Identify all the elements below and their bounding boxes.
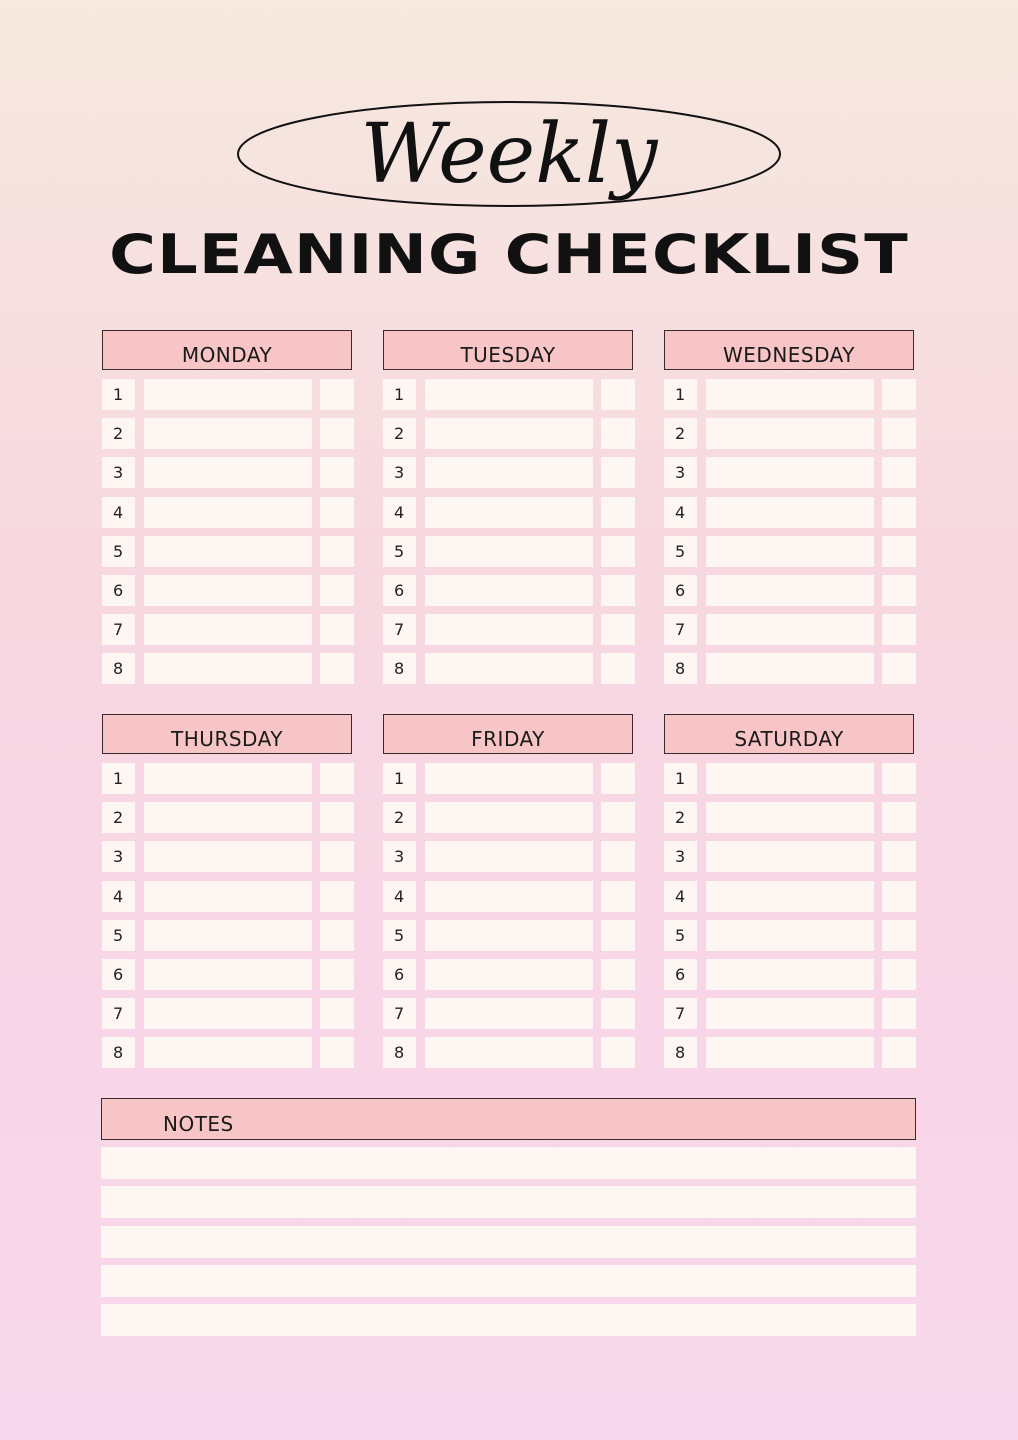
task-checkbox[interactable] [601,457,635,488]
task-field[interactable] [144,653,312,684]
task-row [383,959,635,990]
task-row [664,497,916,528]
task-checkbox[interactable] [320,614,354,645]
task-number: 3 [664,457,697,488]
task-checkbox[interactable] [320,763,354,794]
task-checkbox[interactable] [882,959,916,990]
task-row [383,881,635,912]
task-number: 2 [102,802,135,833]
task-row [102,614,354,645]
task-row [383,418,635,449]
task-row [664,379,916,410]
task-checkbox[interactable] [601,418,635,449]
task-row [664,959,916,990]
task-checkbox[interactable] [601,763,635,794]
task-number: 4 [383,881,416,912]
task-field[interactable] [144,497,312,528]
task-row [102,457,354,488]
task-row [664,1037,916,1068]
task-row [664,575,916,606]
task-number: 6 [102,959,135,990]
task-checkbox[interactable] [320,959,354,990]
task-number: 2 [664,418,697,449]
task-row [664,614,916,645]
task-row [102,653,354,684]
task-number: 2 [383,802,416,833]
day-header: TUESDAY [383,330,633,370]
task-number: 5 [664,920,697,951]
task-checkbox[interactable] [882,653,916,684]
task-checkbox[interactable] [601,497,635,528]
task-number: 2 [102,418,135,449]
task-field[interactable] [706,497,874,528]
task-checkbox[interactable] [882,763,916,794]
task-checkbox[interactable] [882,802,916,833]
task-checkbox[interactable] [601,536,635,567]
task-checkbox[interactable] [601,614,635,645]
task-field[interactable] [144,881,312,912]
task-row [383,457,635,488]
task-row [383,1037,635,1068]
task-number: 6 [664,575,697,606]
task-row [102,802,354,833]
task-number: 5 [383,536,416,567]
task-field[interactable] [706,881,874,912]
task-number: 7 [383,998,416,1029]
task-number: 4 [102,497,135,528]
task-field[interactable] [144,959,312,990]
task-row [664,418,916,449]
task-number: 1 [664,763,697,794]
task-field[interactable] [144,379,312,410]
task-field[interactable] [144,536,312,567]
task-row [383,614,635,645]
task-row [664,920,916,951]
task-checkbox[interactable] [601,575,635,606]
task-number: 4 [664,497,697,528]
task-checkbox[interactable] [320,998,354,1029]
task-field[interactable] [706,379,874,410]
task-row [102,497,354,528]
task-field[interactable] [706,802,874,833]
task-checkbox[interactable] [601,841,635,872]
task-number: 3 [383,841,416,872]
task-checkbox[interactable] [601,653,635,684]
task-number: 2 [664,802,697,833]
task-row [102,418,354,449]
task-row [383,998,635,1029]
task-number: 3 [102,457,135,488]
task-field[interactable] [706,763,874,794]
task-field[interactable] [425,959,593,990]
task-row [102,920,354,951]
task-row [102,959,354,990]
task-row [383,536,635,567]
task-field[interactable] [706,959,874,990]
task-row [664,457,916,488]
task-field[interactable] [425,881,593,912]
task-checkbox[interactable] [882,881,916,912]
task-number: 7 [664,998,697,1029]
task-checkbox[interactable] [882,575,916,606]
task-row [383,379,635,410]
page-header [0,0,1018,300]
task-field[interactable] [144,841,312,872]
task-number: 8 [102,653,135,684]
task-number: 7 [383,614,416,645]
task-checkbox[interactable] [320,575,354,606]
task-number: 5 [102,536,135,567]
task-checkbox[interactable] [320,881,354,912]
task-number: 2 [383,418,416,449]
task-number: 1 [383,763,416,794]
task-field[interactable] [144,920,312,951]
task-checkbox[interactable] [320,841,354,872]
task-number: 1 [383,379,416,410]
task-field[interactable] [425,614,593,645]
task-field[interactable] [425,802,593,833]
task-number: 3 [664,841,697,872]
task-row [102,536,354,567]
task-checkbox[interactable] [601,920,635,951]
task-checkbox[interactable] [601,1037,635,1068]
task-field[interactable] [425,536,593,567]
task-number: 4 [102,881,135,912]
task-row [664,653,916,684]
task-field[interactable] [144,802,312,833]
task-checkbox[interactable] [882,841,916,872]
task-field[interactable] [425,920,593,951]
day-header: WEDNESDAY [664,330,914,370]
task-field[interactable] [425,418,593,449]
task-field[interactable] [706,575,874,606]
task-field[interactable] [144,1037,312,1068]
task-row [383,653,635,684]
task-field[interactable] [706,653,874,684]
note-line[interactable] [101,1265,916,1297]
task-field[interactable] [706,998,874,1029]
task-number: 8 [383,1037,416,1068]
task-field[interactable] [144,614,312,645]
task-checkbox[interactable] [320,802,354,833]
task-row [664,802,916,833]
task-checkbox[interactable] [882,1037,916,1068]
task-row [383,575,635,606]
task-number: 5 [383,920,416,951]
task-checkbox[interactable] [882,497,916,528]
task-number: 4 [664,881,697,912]
note-line[interactable] [101,1186,916,1218]
day-header: FRIDAY [383,714,633,754]
script-title: Weekly [360,107,658,202]
task-field[interactable] [425,497,593,528]
task-field[interactable] [144,457,312,488]
task-number: 6 [383,959,416,990]
day-header: MONDAY [102,330,352,370]
task-checkbox[interactable] [882,379,916,410]
task-field[interactable] [425,998,593,1029]
task-row [664,841,916,872]
day-header: SATURDAY [664,714,914,754]
task-field[interactable] [425,457,593,488]
task-row [102,379,354,410]
task-row [102,1037,354,1068]
task-number: 8 [664,1037,697,1068]
task-number: 4 [383,497,416,528]
task-field[interactable] [706,920,874,951]
task-number: 8 [664,653,697,684]
task-row [383,763,635,794]
task-checkbox[interactable] [320,497,354,528]
task-field[interactable] [706,536,874,567]
task-number: 1 [664,379,697,410]
task-row [102,841,354,872]
task-row [102,763,354,794]
task-checkbox[interactable] [601,802,635,833]
notes-header: NOTES [101,1098,916,1140]
task-field[interactable] [706,841,874,872]
task-checkbox[interactable] [320,653,354,684]
task-field[interactable] [425,653,593,684]
task-number: 1 [102,379,135,410]
task-checkbox[interactable] [320,920,354,951]
task-checkbox[interactable] [320,1037,354,1068]
task-row [102,881,354,912]
task-checkbox[interactable] [882,536,916,567]
task-checkbox[interactable] [320,418,354,449]
task-field[interactable] [706,457,874,488]
task-row [383,841,635,872]
task-number: 7 [664,614,697,645]
task-number: 1 [102,763,135,794]
task-checkbox[interactable] [882,418,916,449]
task-checkbox[interactable] [882,457,916,488]
task-row [383,497,635,528]
task-row [102,575,354,606]
task-checkbox[interactable] [882,998,916,1029]
task-row [383,802,635,833]
task-field[interactable] [425,763,593,794]
task-row [664,881,916,912]
task-field[interactable] [425,841,593,872]
task-number: 8 [383,653,416,684]
task-number: 7 [102,614,135,645]
note-line[interactable] [101,1226,916,1258]
task-checkbox[interactable] [320,536,354,567]
task-number: 7 [102,998,135,1029]
task-field[interactable] [144,763,312,794]
task-field[interactable] [144,575,312,606]
task-field[interactable] [706,614,874,645]
task-field[interactable] [706,418,874,449]
task-checkbox[interactable] [601,959,635,990]
task-number: 3 [383,457,416,488]
task-checkbox[interactable] [601,998,635,1029]
note-line[interactable] [101,1304,916,1336]
task-number: 6 [664,959,697,990]
task-number: 8 [102,1037,135,1068]
task-field[interactable] [425,1037,593,1068]
task-number: 5 [664,536,697,567]
task-checkbox[interactable] [601,379,635,410]
task-checkbox[interactable] [320,457,354,488]
task-checkbox[interactable] [882,614,916,645]
task-number: 6 [383,575,416,606]
task-field[interactable] [706,1037,874,1068]
task-row [664,998,916,1029]
task-number: 5 [102,920,135,951]
task-row [102,998,354,1029]
task-checkbox[interactable] [320,379,354,410]
task-field[interactable] [144,418,312,449]
task-checkbox[interactable] [882,920,916,951]
task-row [664,763,916,794]
task-field[interactable] [425,379,593,410]
task-field[interactable] [425,575,593,606]
task-field[interactable] [144,998,312,1029]
task-row [664,536,916,567]
page-title: CLEANING CHECKLIST [109,223,909,286]
day-header: THURSDAY [102,714,352,754]
task-number: 6 [102,575,135,606]
note-line[interactable] [101,1147,916,1179]
task-number: 3 [102,841,135,872]
task-checkbox[interactable] [601,881,635,912]
task-row [383,920,635,951]
